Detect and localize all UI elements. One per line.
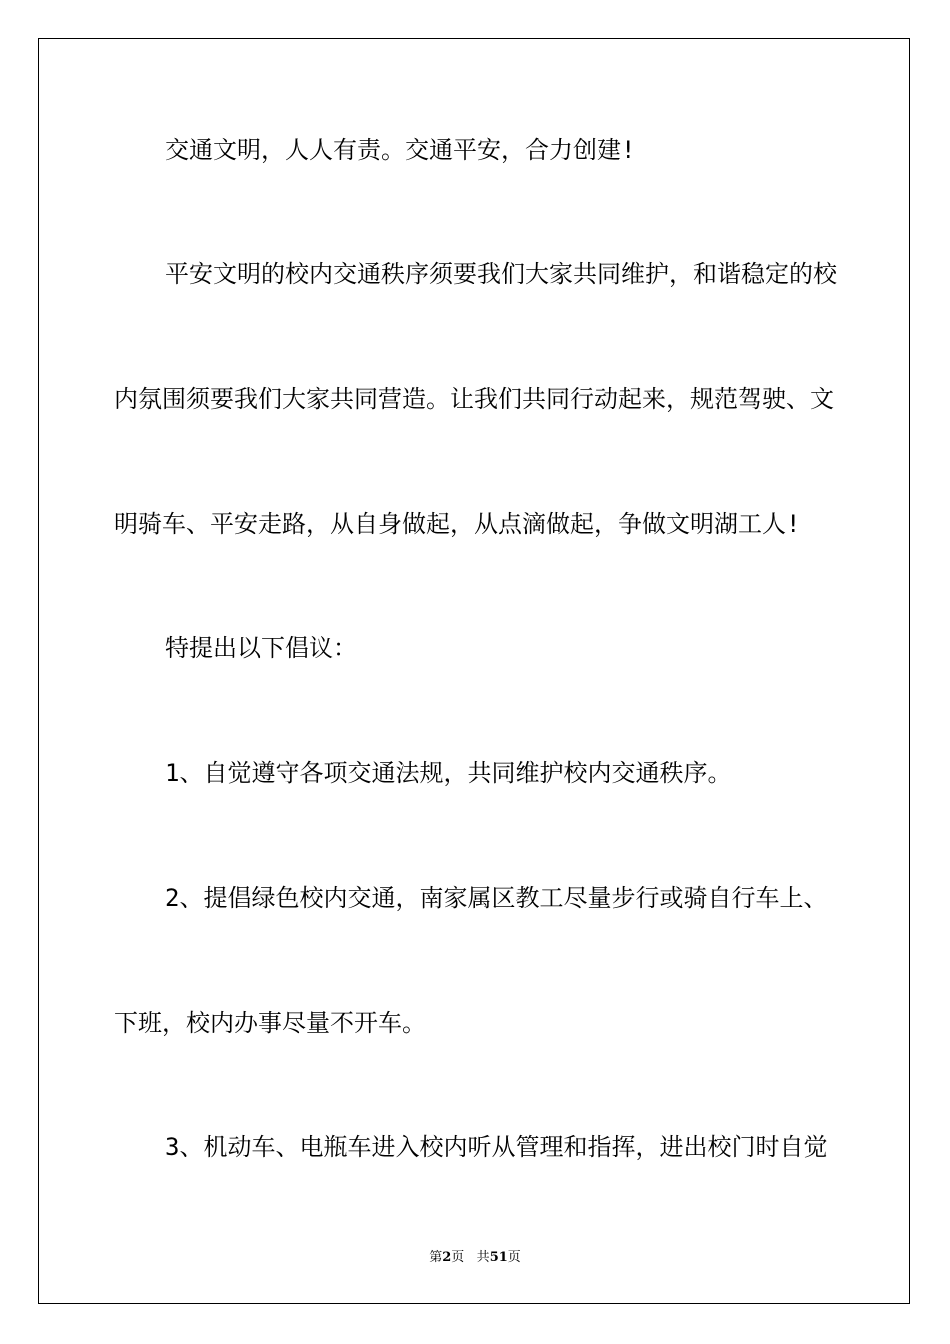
- total-pages: 51: [489, 1250, 508, 1265]
- total-suffix: 页: [507, 1250, 521, 1265]
- text-line-4: 明骑车、平安走路，从自身做起，从点滴做起，争做文明湖工人!: [114, 510, 801, 538]
- text-line-2: 平安文明的校内交通秩序须要我们大家共同维护，和谐稳定的校: [165, 260, 837, 288]
- page-footer: [0, 1246, 950, 1265]
- text-line-3: 内氛围须要我们大家共同营造。让我们共同行动起来，规范驾驶、文: [114, 385, 834, 413]
- page-prefix: 第: [429, 1250, 443, 1265]
- text-line-5: 特提出以下倡议：: [165, 634, 357, 662]
- text-line-6: 1、自觉遵守各项交通法规，共同维护校内交通秩序。: [165, 759, 732, 787]
- text-line-7: 2、提倡绿色校内交通，南家属区教工尽量步行或骑自行车上、: [165, 884, 828, 912]
- page-suffix: 页: [451, 1250, 465, 1265]
- total-prefix: 共: [476, 1250, 490, 1265]
- page-number: 2: [442, 1250, 452, 1265]
- text-line-1: 交通文明，人人有责。交通平安，合力创建!: [165, 136, 636, 164]
- text-line-9: 3、机动车、电瓶车进入校内听从管理和指挥，进出校门时自觉: [165, 1133, 828, 1161]
- text-line-8: 下班，校内办事尽量不开车。: [114, 1009, 426, 1037]
- page-border: [38, 38, 910, 1304]
